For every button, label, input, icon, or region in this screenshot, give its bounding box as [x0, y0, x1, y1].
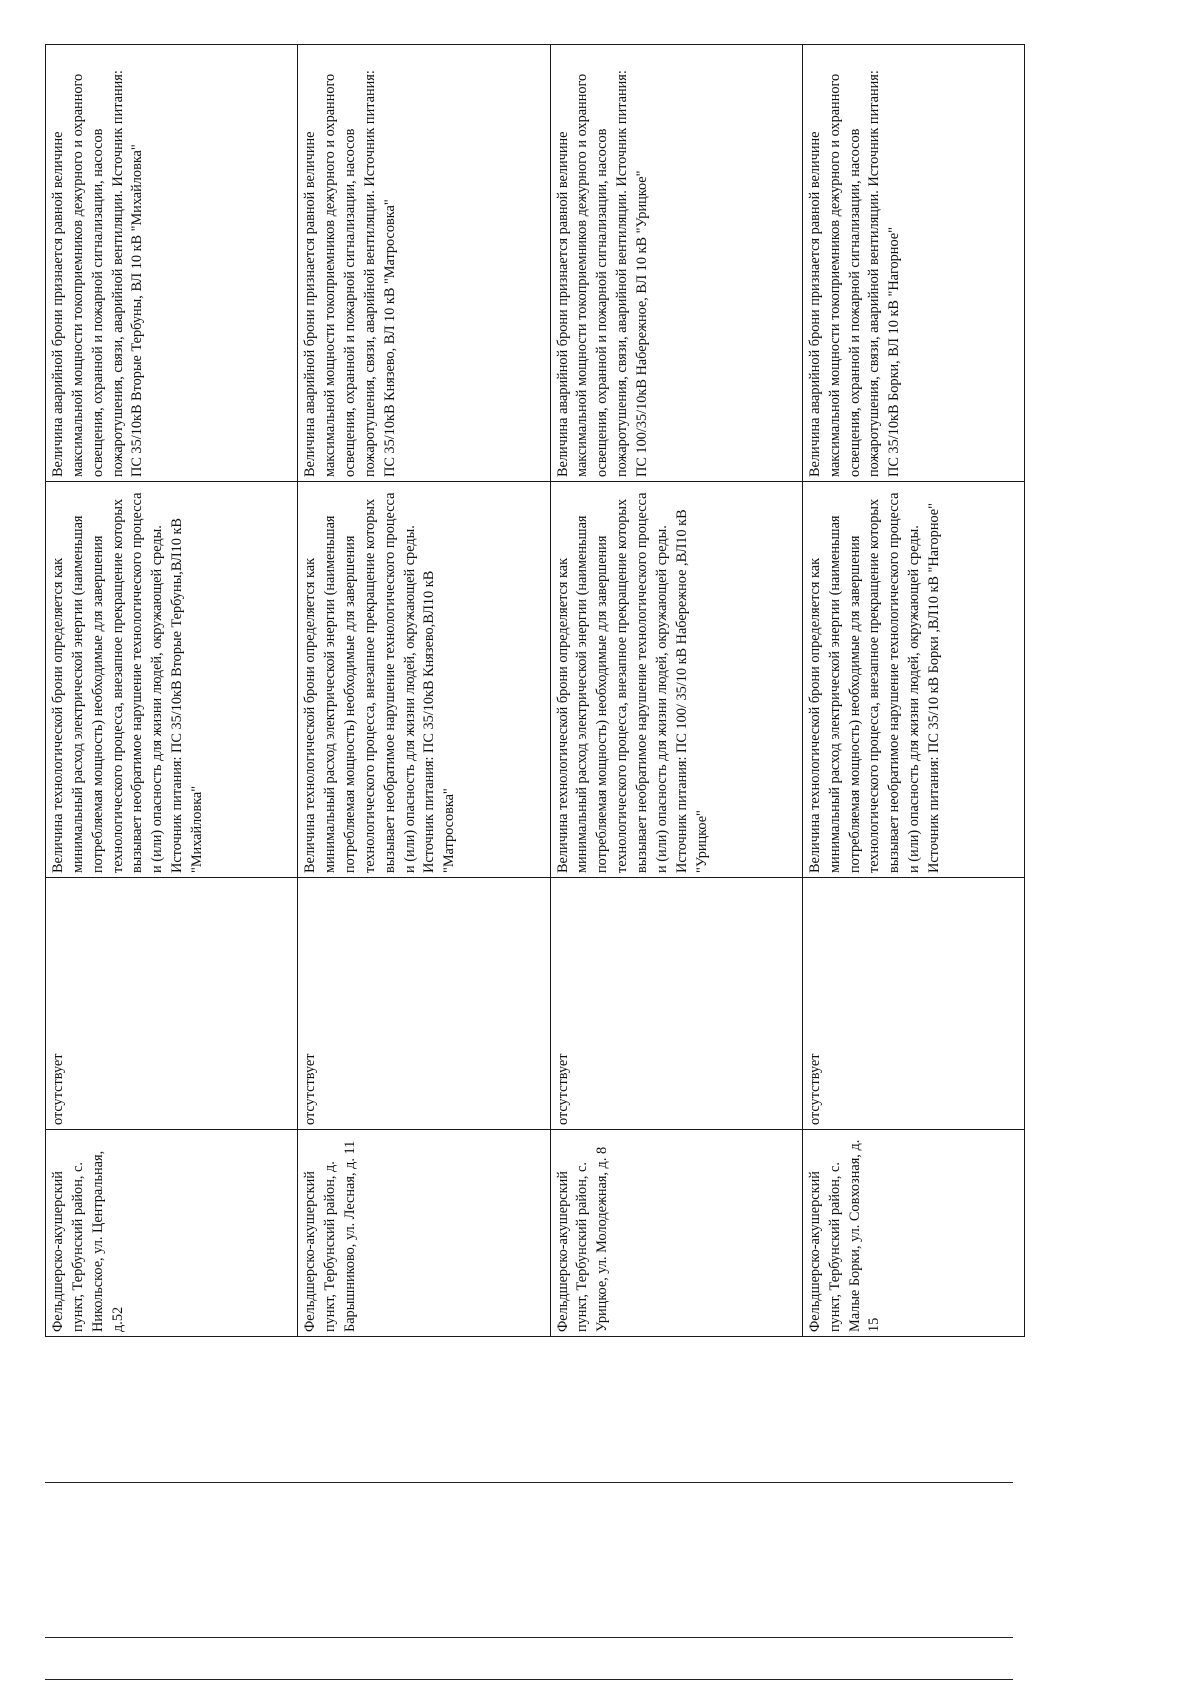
- reserve-status-cell: отсутствует: [298, 878, 550, 1130]
- emergency-reserve-cell: Величина аварийной брони признается равной величине максимальной мощности токоприемников дежурного и охранного освещения, охранной и пожарной сигнализации, насосов пожаротушения, связи, аварийной вентиляции. Источник питания: ПС 100/35/10кВ Набережное, ВЛ 10 кВ "Урицкое": [550, 45, 802, 482]
- horizontal-rule: [45, 1637, 1013, 1638]
- emergency-reserve-cell: Величина аварийной брони признается равной величине максимальной мощности токоприемников дежурного и охранного освещения, охранной и пожарной сигнализации, насосов пожаротушения, связи, аварийной вентиляции. Источник питания: ПС 35/10кВ Вторые Тербуны, ВЛ 10 кВ "Михайловка": [46, 45, 298, 482]
- table-row: [550, 45, 802, 1337]
- table-row: [802, 45, 1024, 1337]
- power-reserve-table: [45, 44, 1025, 1337]
- technological-reserve-cell: Величина технологической брони определяется как минимальный расход электрической энергии (наименьшая потребляемая мощность) необходимые для завершения технологического процесса, внезапное прекращение которых вызывает необратимое нарушение технологического процесса и (или) опасность для жизни людей, окружающей среды. Источник питания: ПС 35/10 кВ Борки ,ВЛ10 кВ "Нагорное": [802, 482, 1024, 878]
- reserve-status-cell: отсутствует: [802, 878, 1024, 1130]
- emergency-reserve-cell: Величина аварийной брони признается равной величине максимальной мощности токоприемников дежурного и охранного освещения, охранной и пожарной сигнализации, насосов пожаротушения, связи, аварийной вентиляции. Источник питания: ПС 35/10кВ Борки, ВЛ 10 кВ "Нагорное": [802, 45, 1024, 482]
- technological-reserve-cell: Величина технологической брони определяется как минимальный расход электрической энергии (наименьшая потребляемая мощность) необходимые для завершения технологического процесса, внезапное прекращение которых вызывает необратимое нарушение технологического процесса и (или) опасность для жизни людей, окружающей среды. Источник питания: ПС 35/10кВ Вторые Тербуны,ВЛ10 кВ "Михайловка": [46, 482, 298, 878]
- reserve-status-cell: отсутствует: [46, 878, 298, 1130]
- emergency-reserve-cell: Величина аварийной брони признается равной величине максимальной мощности токоприемников дежурного и охранного освещения, охранной и пожарной сигнализации, насосов пожаротушения, связи, аварийной вентиляции. Источник питания: ПС 35/10кВ Князево, ВЛ 10 кВ "Матросовка": [298, 45, 550, 482]
- reserve-status-cell: отсутствует: [550, 878, 802, 1130]
- location-cell: Фельдшерско-акушерский пункт, Тербунский район, д. Барышниково, ул. Лесная, д. 11: [298, 1130, 550, 1337]
- table-row: [298, 45, 550, 1337]
- horizontal-rule: [45, 1679, 1013, 1680]
- technological-reserve-cell: Величина технологической брони определяется как минимальный расход электрической энергии (наименьшая потребляемая мощность) необходимые для завершения технологического процесса, внезапное прекращение которых вызывает необратимое нарушение технологического процесса и (или) опасность для жизни людей, окружающей среды. Источник питания: ПС 35/10кВ Князево,ВЛ10 кВ "Матросовка": [298, 482, 550, 878]
- location-cell: Фельдшерско-акушерский пункт, Тербунский район, с. Малые Борки, ул. Совхозная, д. 15: [802, 1130, 1024, 1337]
- table-row: [46, 45, 298, 1337]
- rotated-page: [45, 45, 1025, 1337]
- horizontal-rule: [45, 1482, 1013, 1483]
- technological-reserve-cell: Величина технологической брони определяется как минимальный расход электрической энергии (наименьшая потребляемая мощность) необходимые для завершения технологического процесса, внезапное прекращение которых вызывает необратимое нарушение технологического процесса и (или) опасность для жизни людей, окружающей среды. Источник питания: ПС 100/ 35/10 кВ Набережное ,ВЛ10 кВ "Урицкое": [550, 482, 802, 878]
- location-cell: Фельдшерско-акушерский пункт, Тербунский район, с. Никольское, ул. Центральная, д.52: [46, 1130, 298, 1337]
- location-cell: Фельдшерско-акушерский пункт, Тербунский район, с. Урицкое, ул. Молодежная, д. 8: [550, 1130, 802, 1337]
